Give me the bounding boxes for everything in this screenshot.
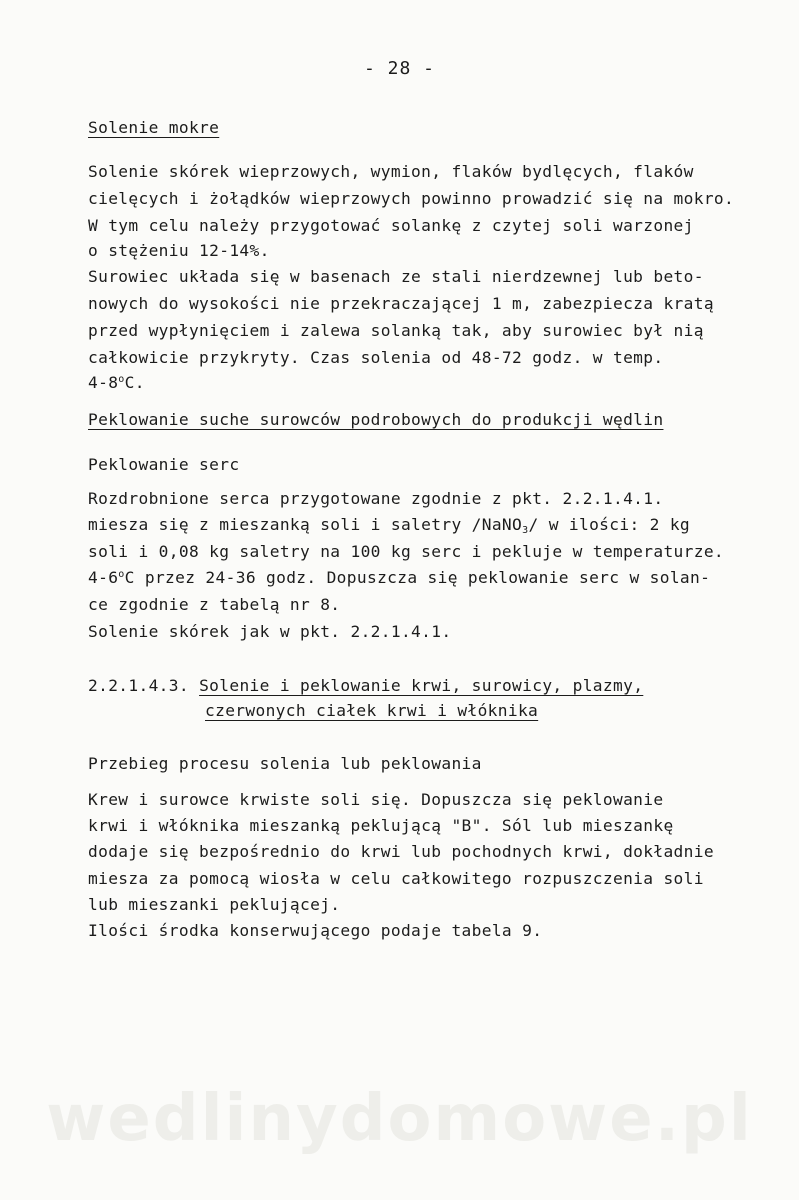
paragraph-line: Rozdrobnione serca przygotowane zgodnie z pkt. 2.2.1.4.1. xyxy=(88,489,664,508)
watermark: wedlinydomowe.pl xyxy=(46,1082,753,1156)
paragraph-line: lub mieszanki peklującej. xyxy=(88,895,341,914)
subscript: 3 xyxy=(522,525,529,536)
paragraph-line: całkowicie przykryty. Czas solenia od 48-72 godz. w temp. xyxy=(88,348,664,367)
section-title-line-1: Solenie i peklowanie krwi, surowicy, plazmy, xyxy=(199,676,644,695)
subheading-hearts: Peklowanie serc xyxy=(88,455,240,474)
line-prefix: 4-6 xyxy=(88,568,119,587)
paragraph-line: ce zgodnie z tabelą nr 8. xyxy=(88,595,341,614)
paragraph-line: Surowiec układa się w basenach ze stali nierdzewnej lub beto- xyxy=(88,267,704,286)
line-suffix: C przez 24-36 godz. Dopuszcza się peklowanie serc w solan- xyxy=(124,568,711,587)
heading-dry-curing: Peklowanie suche surowców podrobowych do produkcji wędlin xyxy=(88,410,664,429)
subheading-process: Przebieg procesu solenia lub peklowania xyxy=(88,754,482,773)
temp-prefix: 4-8 xyxy=(88,373,119,392)
paragraph-line: Ilości środka konserwującego podaje tabela 9. xyxy=(88,921,543,940)
paragraph-line xyxy=(88,568,710,588)
section-number: 2.2.1.4.3. xyxy=(88,676,189,695)
section-title-line-2: czerwonych ciałek krwi i włóknika xyxy=(205,701,539,720)
paragraph-line: dodaje się bezpośrednio do krwi lub pochodnych krwi, dokładnie xyxy=(88,842,714,861)
paragraph-line: o stężeniu 12-14%. xyxy=(88,241,270,260)
paragraph-line: soli i 0,08 kg saletry na 100 kg serc i pekluje w temperaturze. xyxy=(88,542,725,561)
temp-suffix: C. xyxy=(124,373,145,392)
paragraph-line xyxy=(88,515,690,535)
degree-sup: o xyxy=(118,374,125,385)
paragraph-line: W tym celu należy przygotować solankę z czytej soli warzonej xyxy=(88,216,694,235)
paragraph-line: Solenie skórek wieprzowych, wymion, flaków bydlęcych, flaków xyxy=(88,162,694,181)
section-title-row xyxy=(88,676,643,696)
paragraph-line: cielęcych i żołądków wieprzowych powinno prowadzić się na mokro. xyxy=(88,189,735,208)
line-suffix: / w ilości: 2 kg xyxy=(528,515,691,534)
heading-wet-salting: Solenie mokre xyxy=(88,118,220,137)
degree-sup: o xyxy=(118,569,125,580)
paragraph-line: Solenie skórek jak w pkt. 2.2.1.4.1. xyxy=(88,622,452,641)
paragraph-line: przed wypłynięciem i zalewa solanką tak, aby surowiec był nią xyxy=(88,321,704,340)
paragraph-line: Krew i surowce krwiste soli się. Dopuszcza się peklowanie xyxy=(88,790,664,809)
line-prefix: miesza się z mieszanką soli i saletry /NaNO xyxy=(88,515,523,534)
paragraph-line: krwi i włóknika mieszanką peklującą "B". Sól lub mieszankę xyxy=(88,816,674,835)
paragraph-line: miesza za pomocą wiosła w celu całkowitego rozpuszczenia soli xyxy=(88,869,704,888)
page-number: - 28 - xyxy=(363,58,436,79)
temperature-line xyxy=(88,373,145,393)
paragraph-line: nowych do wysokości nie przekraczającej 1 m, zabezpiecza kratą xyxy=(88,294,714,313)
